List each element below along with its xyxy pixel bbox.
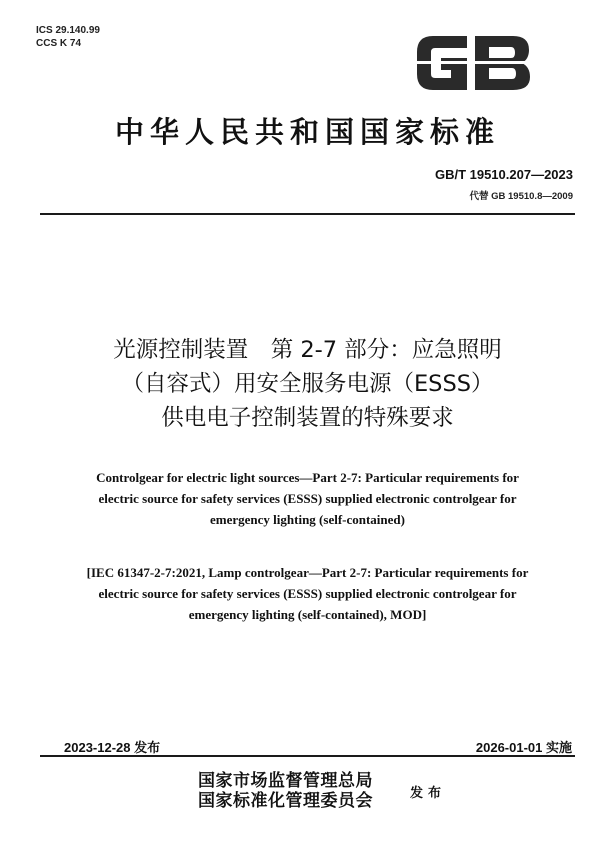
issue-date: 2023-12-28 发布: [64, 740, 161, 755]
footer-divider: [40, 755, 575, 757]
chinese-title: [30, 333, 585, 435]
english-title-line-3: emergency lighting (self-contained): [210, 512, 405, 527]
replaces-standard: 代替 GB 19510.8—2009: [469, 191, 573, 202]
standard-number: GB/T 19510.207—2023: [434, 167, 573, 182]
english-title-line-1: Controlgear for electric light sources—Part 2-7: Particular requirements for: [96, 470, 519, 485]
issuer-sac: 国家标准化管理委员会: [198, 791, 373, 811]
issuing-authorities: [198, 771, 373, 811]
iec-reference: [40, 562, 575, 625]
iec-reference-line-3: emergency lighting (self-contained), MOD]: [188, 607, 427, 622]
iec-reference-line-1: [IEC 61347-2-7:2021, Lamp controlgear—Part 2-7: Particular requirements for: [86, 565, 529, 580]
standard-category-title: 中华人民共和国国家标准: [114, 115, 500, 149]
ccs-code: CCS K 74: [36, 38, 82, 49]
english-title-line-2: electric source for safety services (ESSS) supplied electronic controlgear for: [98, 491, 517, 506]
issuer-samr: 国家市场监督管理总局: [198, 771, 373, 791]
gb-logo-icon: [409, 28, 537, 98]
chinese-title-line-1: 光源控制装置 第 2-7 部分：应急照明: [113, 337, 502, 363]
implementation-date: 2026-01-01 实施: [475, 740, 572, 755]
english-title: [45, 467, 570, 530]
header-divider: [40, 213, 575, 215]
ics-code: ICS 29.140.99: [36, 25, 100, 36]
iec-reference-line-2: electric source for safety services (ESSS) supplied electronic controlgear for: [98, 586, 517, 601]
publish-label: 发布: [410, 786, 447, 801]
chinese-title-line-2: （自容式）用安全服务电源（ESSS）: [121, 371, 494, 397]
chinese-title-line-3: 供电电子控制装置的特殊要求: [161, 405, 454, 431]
classification-codes: [36, 24, 100, 50]
